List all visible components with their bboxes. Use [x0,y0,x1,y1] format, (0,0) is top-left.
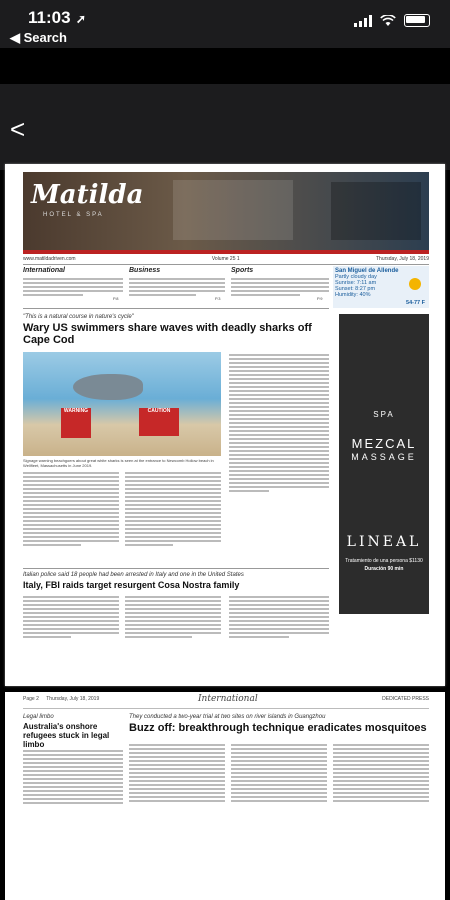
page2-section: International [198,694,258,704]
hotel-room-image [331,182,421,240]
masthead-edition: Volume 25 1 [211,256,240,262]
photo-caption: Signage warning beachgoers about great white sharks is seen at the entrance to Newcomb Hollow beach in Wellfleet, Massachusetts in June 2019. [23,458,214,468]
page2-left-headline[interactable]: Australia's onshore refugees stuck in legal limbo [23,722,110,749]
page2-right-col2 [231,742,327,804]
back-chevron-icon[interactable]: < [10,114,26,144]
sun-cloud-icon [409,278,421,290]
page2-right-col1 [129,742,225,804]
ad-spa: SPA [373,410,395,419]
ad-brand: MEZCAL [351,436,417,451]
battery-icon [404,14,430,27]
story2-col1 [23,594,119,640]
international-teaser [23,276,123,298]
newspaper-page-2[interactable] [5,692,445,900]
viewer-toolbar [0,84,450,170]
story1-col1 [23,470,119,548]
story2-kicker: Italian police said 18 people had been arrested in Italy and one in the United States [23,572,244,578]
page2-right-col3 [333,742,429,804]
sports-teaser [231,276,329,298]
masthead-banner [23,172,429,252]
section-international: International [23,267,66,274]
page2-left-body [23,748,123,806]
weather-temp: 54-77 F [406,300,425,306]
page2-right-headline[interactable]: Buzz off: breakthrough technique eradicates mosquitoes [129,722,427,734]
weather-humidity: Humidity: 40% [335,292,371,298]
story1-col2 [125,470,221,548]
clock: 11:03 ➚ [28,8,86,27]
wifi-icon [380,15,396,27]
warning-sign: WARNING [61,408,91,438]
caution-sign: CAUTION [139,408,179,436]
masthead-logo-sub: HOTEL & SPA [43,212,104,218]
newspaper-page-1[interactable] [5,164,445,686]
ad-tagline: MASSAGE [351,452,417,462]
page2-press: DEDICATED PRESS [382,696,429,702]
biz-page-ref: P.3 [215,296,221,301]
divider [23,568,329,569]
page2-header [23,696,429,709]
page2-left-kicker: Legal limbo [23,714,54,720]
weather-box [333,266,429,308]
divider [23,308,329,309]
shark-warning-photo [23,352,221,456]
page2-right-kicker: They conducted a two-year trial at two sites on river islands in Guangzhou [129,714,326,720]
cellular-signal-icon [354,15,372,27]
status-bar [0,0,450,48]
section-business: Business [129,267,161,274]
page2-label: Page 2 [23,696,39,702]
masthead-date: Thursday, July 18, 2019 [376,256,429,262]
weather-condition: Partly cloudy day [335,274,377,280]
weather-sunrise: Sunrise: 7:11 am [335,280,377,286]
masthead-url: www.matildadriven.com [23,256,76,262]
mezcal-massage-ad[interactable] [339,314,429,614]
masthead-red-strip [23,250,429,254]
page2-date: Thursday, July 18, 2019 [46,696,100,702]
hotel-interior-image [173,180,293,240]
masthead-logo: Matilda [31,180,144,210]
weather-city: San Miguel de Allende [335,268,399,274]
story1-col3 [229,352,329,494]
location-arrow-icon: ➚ [72,12,86,26]
dateline [23,256,429,265]
story2-headline[interactable]: Italy, FBI raids target resurgent Cosa Nostra family [23,580,240,590]
ad-product: LINEAL [346,534,422,550]
story1-kicker: "This is a natural course in nature's cycle" [23,314,134,320]
shark-illustration [73,374,143,400]
ad-promo: Tratamiento de una persona $1130 [345,558,423,564]
back-to-search-link[interactable]: ◀ Search [10,30,67,45]
story2-col3 [229,594,329,640]
intl-page-ref: P.8 [113,296,119,301]
story1-headline[interactable]: Wary US swimmers share waves with deadly sharks off Cape Cod [23,322,312,346]
business-teaser [129,276,225,298]
nav-bar [0,48,450,84]
weather-sunset: Sunset: 8:27 pm [335,286,376,292]
status-icons [354,14,430,27]
ad-duration: Duración 90 min [364,566,404,572]
section-sports: Sports [231,267,254,274]
sports-page-ref: P.9 [317,296,323,301]
story2-col2 [125,594,221,640]
